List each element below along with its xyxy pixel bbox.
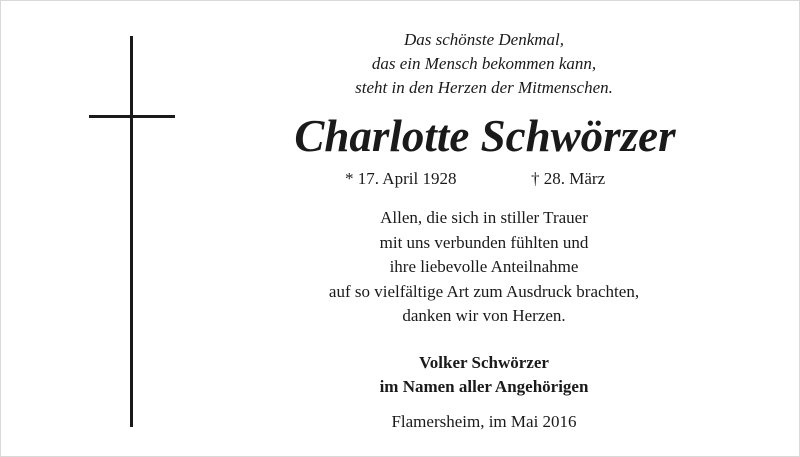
signatory-name: Volker Schwörzer	[419, 353, 549, 372]
memorial-quote	[274, 28, 694, 100]
quote-line: das ein Mensch bekommen kann,	[371, 54, 597, 73]
thanks-text	[274, 206, 694, 329]
quote-line: steht in den Herzen der Mitmenschen.	[355, 78, 613, 97]
signatory-role: im Namen aller Angehörigen	[379, 377, 589, 396]
thanks-line: ihre liebevolle Anteilnahme	[389, 257, 579, 276]
thanks-line: Allen, die sich in stiller Trauer	[380, 208, 588, 227]
place-and-date: Flamersheim, im Mai 2016	[391, 412, 577, 431]
cross-horizontal-beam	[89, 115, 175, 118]
deceased-name: Charlotte Schwörzer	[294, 111, 676, 161]
death-date: † 28. März	[531, 169, 606, 188]
cross-vertical-beam	[130, 36, 133, 427]
quote-line: Das schönste Denkmal,	[403, 30, 565, 49]
signature-block	[274, 351, 694, 399]
thanks-line: auf so vielfältige Art zum Ausdruck brachten,	[328, 281, 640, 301]
thanks-line: mit uns verbunden fühlten und	[379, 232, 589, 252]
thanks-line: danken wir von Herzen.	[402, 306, 566, 325]
birth-date: * 17. April 1928	[345, 169, 457, 188]
